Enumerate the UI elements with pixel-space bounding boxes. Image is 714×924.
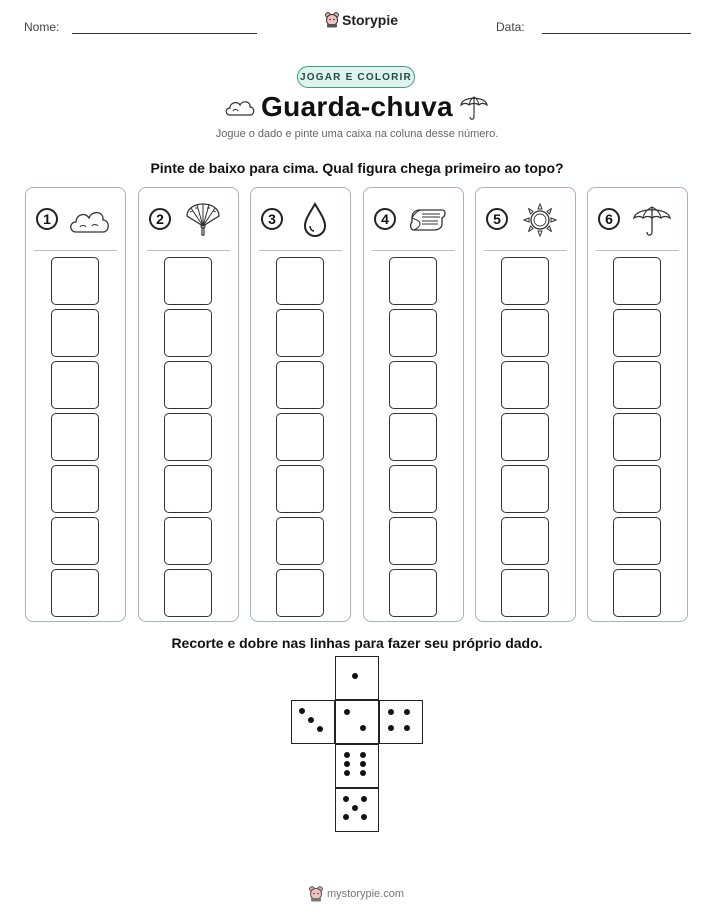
die-face-3 bbox=[291, 700, 335, 744]
die-face-4 bbox=[379, 700, 423, 744]
column-5 bbox=[475, 187, 576, 622]
die-pip bbox=[344, 770, 350, 776]
sun-icon bbox=[518, 202, 562, 238]
color-box[interactable] bbox=[389, 257, 437, 305]
storypie-bear-icon bbox=[309, 886, 323, 902]
color-box[interactable] bbox=[613, 517, 661, 565]
color-box[interactable] bbox=[389, 361, 437, 409]
color-box[interactable] bbox=[164, 569, 212, 617]
die-face-2 bbox=[335, 700, 379, 744]
color-box[interactable] bbox=[51, 569, 99, 617]
column-2 bbox=[138, 187, 239, 622]
column-3 bbox=[250, 187, 351, 622]
color-box[interactable] bbox=[276, 413, 324, 461]
color-box[interactable] bbox=[501, 517, 549, 565]
die-pip bbox=[361, 814, 367, 820]
cut-instruction: Recorte e dobre nas linhas para fazer seu próprio dado. bbox=[171, 635, 543, 651]
color-box[interactable] bbox=[501, 309, 549, 357]
instruction-text: Pinte de baixo para cima. Qual figura chega primeiro ao topo? bbox=[150, 160, 564, 176]
column-divider bbox=[147, 250, 230, 251]
color-box[interactable] bbox=[613, 413, 661, 461]
die-pip bbox=[360, 761, 366, 767]
die-pip bbox=[388, 709, 394, 715]
page-title: Guarda-chuva bbox=[261, 91, 453, 122]
die-pip bbox=[388, 725, 394, 731]
column-6 bbox=[587, 187, 688, 622]
column-header bbox=[476, 202, 575, 242]
color-box[interactable] bbox=[51, 257, 99, 305]
column-header bbox=[588, 202, 687, 242]
column-number: 1 bbox=[36, 208, 58, 230]
die-pip bbox=[361, 796, 367, 802]
fan-icon bbox=[181, 202, 225, 238]
column-header bbox=[251, 202, 350, 242]
die-pip bbox=[299, 708, 305, 714]
color-box[interactable] bbox=[501, 361, 549, 409]
color-box[interactable] bbox=[501, 257, 549, 305]
die-pip bbox=[360, 752, 366, 758]
color-box[interactable] bbox=[613, 309, 661, 357]
color-box[interactable] bbox=[613, 257, 661, 305]
storypie-bear-icon bbox=[325, 12, 339, 28]
date-label: Data: bbox=[496, 20, 525, 34]
column-number: 5 bbox=[486, 208, 508, 230]
color-box[interactable] bbox=[51, 361, 99, 409]
color-box[interactable] bbox=[164, 309, 212, 357]
raindrop-icon bbox=[293, 202, 337, 238]
color-box[interactable] bbox=[164, 517, 212, 565]
color-box[interactable] bbox=[276, 361, 324, 409]
color-box[interactable] bbox=[276, 465, 324, 513]
die-pip bbox=[343, 814, 349, 820]
color-box[interactable] bbox=[51, 413, 99, 461]
color-box[interactable] bbox=[389, 413, 437, 461]
die-pip bbox=[343, 796, 349, 802]
column-divider bbox=[34, 250, 117, 251]
color-box[interactable] bbox=[164, 465, 212, 513]
die-face-5 bbox=[335, 788, 379, 832]
color-box[interactable] bbox=[51, 309, 99, 357]
date-line bbox=[542, 33, 691, 34]
color-box[interactable] bbox=[501, 465, 549, 513]
color-box[interactable] bbox=[51, 465, 99, 513]
color-box[interactable] bbox=[276, 569, 324, 617]
die-pip bbox=[344, 709, 350, 715]
color-box[interactable] bbox=[389, 517, 437, 565]
column-header bbox=[139, 202, 238, 242]
color-box[interactable] bbox=[389, 309, 437, 357]
die-pip bbox=[317, 726, 323, 732]
activity-badge: JOGAR E COLORIR bbox=[297, 66, 415, 88]
die-pip bbox=[360, 770, 366, 776]
column-number: 3 bbox=[261, 208, 283, 230]
die-face-1 bbox=[335, 656, 379, 700]
die-pip bbox=[404, 725, 410, 731]
color-box[interactable] bbox=[613, 569, 661, 617]
name-line bbox=[72, 33, 257, 34]
column-divider bbox=[484, 250, 567, 251]
column-header bbox=[26, 202, 125, 242]
die-face-6 bbox=[335, 744, 379, 788]
color-box[interactable] bbox=[276, 257, 324, 305]
footer bbox=[309, 886, 404, 902]
column-number: 2 bbox=[149, 208, 171, 230]
subtitle: Jogue o dado e pinte uma caixa na coluna desse número. bbox=[215, 128, 499, 140]
column-1 bbox=[25, 187, 126, 622]
color-box[interactable] bbox=[501, 413, 549, 461]
die-pip bbox=[360, 725, 366, 731]
color-box[interactable] bbox=[276, 517, 324, 565]
column-divider bbox=[596, 250, 679, 251]
die-pip bbox=[352, 805, 358, 811]
die-pip bbox=[308, 717, 314, 723]
cloud-icon bbox=[68, 202, 112, 238]
die-pip bbox=[344, 761, 350, 767]
die-pip bbox=[352, 673, 358, 679]
column-number: 6 bbox=[598, 208, 620, 230]
brand-logo bbox=[325, 12, 398, 28]
die-pip bbox=[404, 709, 410, 715]
color-box[interactable] bbox=[164, 257, 212, 305]
footer-url: mystorypie.com bbox=[327, 888, 405, 900]
column-4 bbox=[363, 187, 464, 622]
brand-name: Storypie bbox=[342, 12, 399, 28]
die-pip bbox=[344, 752, 350, 758]
column-divider bbox=[372, 250, 455, 251]
color-box[interactable] bbox=[501, 569, 549, 617]
column-number: 4 bbox=[374, 208, 396, 230]
color-box[interactable] bbox=[389, 569, 437, 617]
color-box[interactable] bbox=[51, 517, 99, 565]
color-box[interactable] bbox=[389, 465, 437, 513]
color-box[interactable] bbox=[613, 465, 661, 513]
column-divider bbox=[259, 250, 342, 251]
color-box[interactable] bbox=[164, 361, 212, 409]
name-label: Nome: bbox=[24, 20, 60, 34]
towel-icon bbox=[406, 202, 450, 238]
title-umbrella-icon bbox=[458, 91, 490, 123]
color-box[interactable] bbox=[164, 413, 212, 461]
color-box[interactable] bbox=[613, 361, 661, 409]
umbrella-icon bbox=[630, 202, 674, 238]
color-box[interactable] bbox=[276, 309, 324, 357]
column-header bbox=[364, 202, 463, 242]
